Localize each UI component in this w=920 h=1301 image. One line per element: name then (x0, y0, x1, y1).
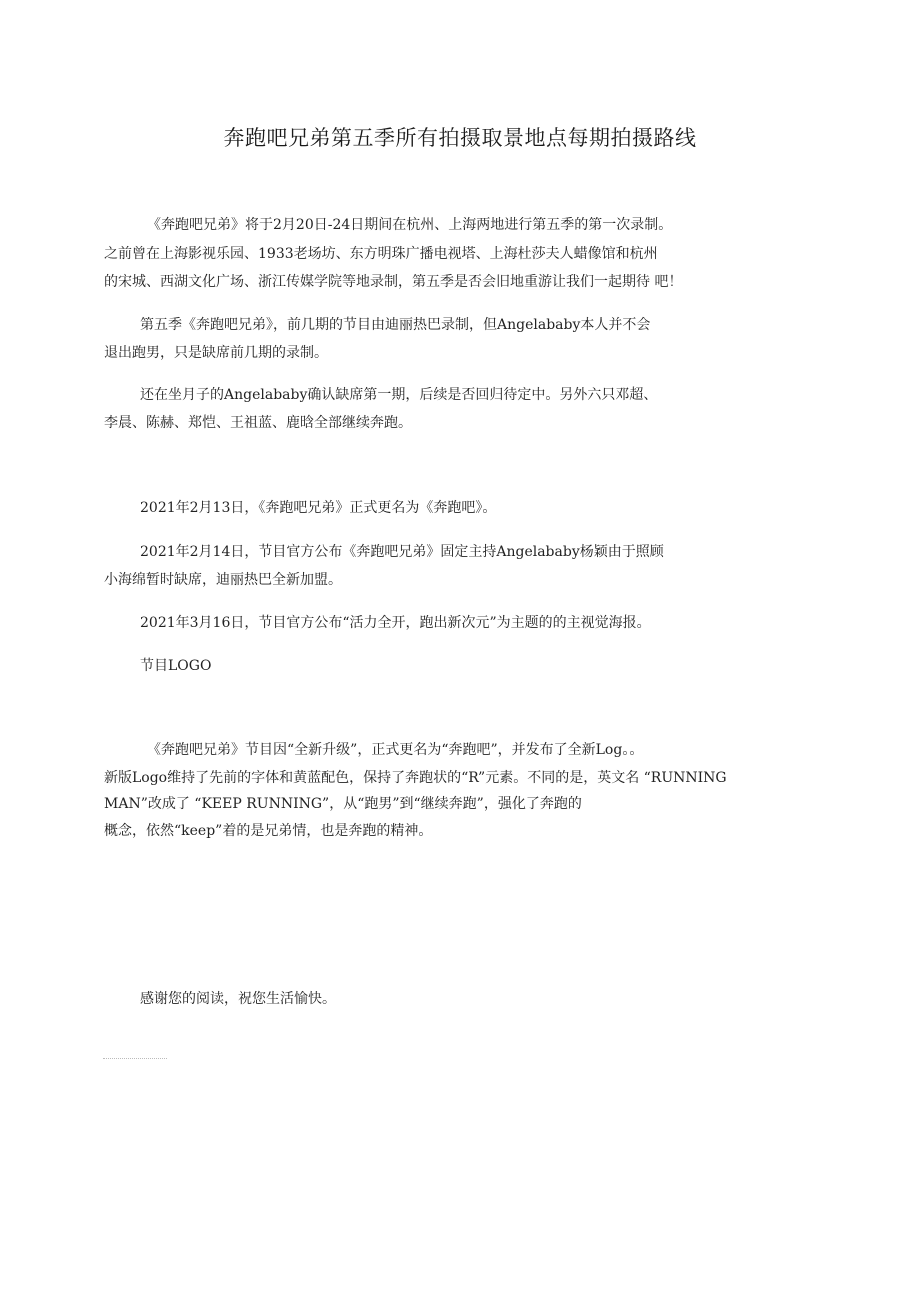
paragraph-line: 概念，依然“keep”着的是兄弟情，也是奔跑的精神。 (104, 823, 433, 839)
paragraph-line: 的宋城、西湖文化广场、浙江传媒学院等地录制，第五季是否会旧地重游让我们一起期待 吧！ (104, 274, 683, 290)
paragraph-line: 李晨、陈赫、郑恺、王祖蓝、鹿晗全部继续奔跑。 (104, 415, 412, 431)
paragraph-line: 2021年3月16日，节目官方公布“活力全开，跑出新次元”为主题的的主视觉海报。 (140, 615, 651, 631)
paragraph-line: MAN”改成了 “KEEP RUNNING”，从“跑男”到“继续奔跑”，强化了奔跑的 (104, 796, 582, 812)
paragraph-line: 之前曾在上海影视乐园、1933老场坊、东方明珠广播电视塔、上海杜莎夫人蜡像馆和杭州 (104, 246, 658, 262)
paragraph-line: 还在坐月子的Angelababy确认缺席第一期，后续是否回归待定中。另外六只邓超、 (140, 387, 658, 403)
paragraph-line: 2021年2月13日，《奔跑吧兄弟》正式更名为《奔跑吧》。 (140, 500, 497, 516)
section-label: 节目LOGO (140, 658, 212, 674)
document-title: 奔跑吧兄弟第五季所有拍摄取景地点每期拍摄路线 (223, 126, 697, 150)
closing-line: 感谢您的阅读，祝您生活愉快。 (140, 991, 336, 1007)
paragraph-line: 2021年2月14日，节目官方公布《奔跑吧兄弟》固定主持Angelababy杨颖由于照顾 (140, 544, 664, 560)
paragraph-line: 新版Logo维持了先前的字体和黄蓝配色，保持了奔跑状的“R”元素。不同的是，英文名 “RUNNING (104, 770, 727, 786)
paragraph-line: 《奔跑吧兄弟》节目因“全新升级”，正式更名为“奔跑吧”，并发布了全新Log。。 (147, 742, 644, 758)
footer-rule (103, 1058, 167, 1059)
paragraph-line: 小海绵暂时缺席，迪丽热巴全新加盟。 (104, 572, 342, 588)
paragraph-line: 《奔跑吧兄弟》将于2月20日-24日期间在杭州、上海两地进行第五季的第一次录制。 (147, 217, 673, 233)
paragraph-line: 第五季《奔跑吧兄弟》，前几期的节目由迪丽热巴录制，但Angelababy本人并不会 (140, 317, 651, 333)
paragraph-line: 退出跑男，只是缺席前几期的录制。 (104, 345, 328, 361)
